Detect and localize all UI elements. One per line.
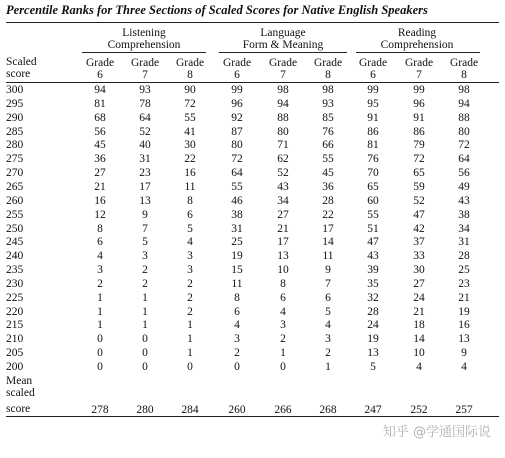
percentile-cell: 2 xyxy=(187,305,193,318)
percentile-cell: 94 xyxy=(458,97,470,110)
percentile-cell: 76 xyxy=(367,153,379,166)
percentile-cell: 86 xyxy=(367,125,379,138)
grade-header xyxy=(80,57,120,81)
percentile-cell: 24 xyxy=(367,319,379,332)
mean-label-line2: scaled xyxy=(6,387,35,399)
percentile-cell: 65 xyxy=(413,167,425,180)
percentile-cell: 31 xyxy=(139,153,151,166)
header-bottom-rule xyxy=(6,82,499,83)
scaled-score-cell: 215 xyxy=(6,319,24,332)
percentile-cell: 21 xyxy=(413,305,425,318)
percentile-cell: 33 xyxy=(413,250,425,263)
percentile-cell: 0 xyxy=(142,333,148,346)
percentile-cell: 43 xyxy=(458,194,470,207)
percentile-cell: 31 xyxy=(231,222,243,235)
scaled-score-cell: 200 xyxy=(6,361,24,373)
percentile-cell: 7 xyxy=(142,222,148,235)
percentile-cell: 49 xyxy=(458,180,470,193)
percentile-cell: 4 xyxy=(416,361,422,373)
mean-value-cell: 278 xyxy=(91,404,109,416)
percentile-cell: 39 xyxy=(367,264,379,277)
section-header-line2: Form & Meaning xyxy=(242,39,324,51)
percentile-cell: 1 xyxy=(187,347,193,360)
percentile-cell: 91 xyxy=(367,111,379,124)
section-header-language xyxy=(213,27,353,51)
percentile-cell: 7 xyxy=(325,277,331,290)
row-header-line2: score xyxy=(6,68,31,80)
percentile-cell: 9 xyxy=(325,264,331,277)
percentile-cell: 38 xyxy=(231,208,243,221)
percentile-cell: 6 xyxy=(234,305,240,318)
grade-header xyxy=(308,57,348,81)
percentile-cell: 11 xyxy=(184,180,196,193)
grade-number: 7 xyxy=(142,69,148,81)
percentile-cell: 27 xyxy=(413,277,425,290)
percentile-cell: 3 xyxy=(325,333,331,346)
percentile-cell: 28 xyxy=(458,250,470,263)
percentile-cell: 4 xyxy=(234,319,240,332)
percentile-cell: 4 xyxy=(280,305,286,318)
section-header-line2: Comprehension xyxy=(380,39,454,51)
percentile-cell: 72 xyxy=(231,153,243,166)
scaled-score-cell: 235 xyxy=(6,264,24,277)
percentile-cell: 40 xyxy=(139,139,151,152)
percentile-cell: 81 xyxy=(367,139,379,152)
percentile-cell: 30 xyxy=(184,139,196,152)
percentile-cell: 11 xyxy=(322,250,334,263)
percentile-cell: 16 xyxy=(458,319,470,332)
percentile-cell: 17 xyxy=(277,236,289,249)
percentile-cell: 10 xyxy=(277,264,289,277)
percentile-cell: 59 xyxy=(413,180,425,193)
section-underline xyxy=(356,52,480,53)
percentile-cell: 81 xyxy=(94,97,106,110)
percentile-cell: 52 xyxy=(139,125,151,138)
percentile-cell: 52 xyxy=(413,194,425,207)
percentile-cell: 94 xyxy=(277,97,289,110)
percentile-cell: 72 xyxy=(184,97,196,110)
grade-header xyxy=(217,57,257,81)
percentile-cell: 96 xyxy=(413,97,425,110)
percentile-cell: 6 xyxy=(97,236,103,249)
scaled-score-cell: 220 xyxy=(6,305,24,318)
percentile-cell: 4 xyxy=(325,319,331,332)
scaled-score-cell: 230 xyxy=(6,277,24,290)
percentile-cell: 88 xyxy=(277,111,289,124)
percentile-cell: 1 xyxy=(142,319,148,332)
percentile-cell: 86 xyxy=(413,125,425,138)
percentile-cell: 8 xyxy=(187,194,193,207)
percentile-cell: 27 xyxy=(277,208,289,221)
grade-number: 7 xyxy=(280,69,286,81)
percentile-cell: 1 xyxy=(187,319,193,332)
scaled-score-cell: 225 xyxy=(6,291,24,304)
percentile-cell: 99 xyxy=(413,84,425,96)
percentile-cell: 1 xyxy=(142,305,148,318)
percentile-cell: 23 xyxy=(139,167,151,180)
percentile-cell: 0 xyxy=(142,361,148,373)
percentile-cell: 79 xyxy=(413,139,425,152)
percentile-cell: 80 xyxy=(231,139,243,152)
percentile-cell: 8 xyxy=(234,291,240,304)
percentile-cell: 6 xyxy=(280,291,286,304)
percentile-cell: 98 xyxy=(458,84,470,96)
percentile-cell: 4 xyxy=(187,236,193,249)
percentile-cell: 27 xyxy=(94,167,106,180)
percentile-cell: 92 xyxy=(231,111,243,124)
percentile-cell: 0 xyxy=(97,361,103,373)
percentile-cell: 0 xyxy=(280,361,286,373)
grade-number: 8 xyxy=(461,69,467,81)
scaled-score-cell: 295 xyxy=(6,97,24,110)
percentile-cell: 22 xyxy=(322,208,334,221)
grade-header xyxy=(353,57,393,81)
mean-value-cell: 252 xyxy=(410,404,428,416)
percentile-cell: 43 xyxy=(277,180,289,193)
percentile-cell: 95 xyxy=(367,97,379,110)
percentile-cell: 0 xyxy=(97,333,103,346)
percentile-cell: 3 xyxy=(142,250,148,263)
percentile-cell: 8 xyxy=(97,222,103,235)
percentile-cell: 2 xyxy=(234,347,240,360)
mean-value-cell: 268 xyxy=(319,404,337,416)
grade-header xyxy=(170,57,210,81)
section-underline xyxy=(82,52,206,53)
percentile-cell: 2 xyxy=(280,333,286,346)
top-rule xyxy=(6,22,499,23)
percentile-cell: 55 xyxy=(322,153,334,166)
percentile-cell: 36 xyxy=(322,180,334,193)
grade-word: Grade xyxy=(268,57,298,69)
grade-word: Grade xyxy=(404,57,434,69)
percentile-cell: 2 xyxy=(142,277,148,290)
scaled-score-cell: 275 xyxy=(6,153,24,166)
bottom-rule xyxy=(6,416,499,417)
section-underline xyxy=(219,52,347,53)
scaled-score-cell: 210 xyxy=(6,333,24,346)
percentile-cell: 2 xyxy=(142,264,148,277)
grade-number: 7 xyxy=(416,69,422,81)
percentile-cell: 34 xyxy=(277,194,289,207)
percentile-cell: 2 xyxy=(187,291,193,304)
percentile-cell: 56 xyxy=(458,167,470,180)
scaled-score-cell: 205 xyxy=(6,347,24,360)
percentile-cell: 55 xyxy=(367,208,379,221)
grade-word: Grade xyxy=(130,57,160,69)
percentile-cell: 3 xyxy=(187,250,193,263)
percentile-cell: 42 xyxy=(413,222,425,235)
section-header-line1: Language xyxy=(260,27,306,39)
percentile-cell: 13 xyxy=(277,250,289,263)
percentile-cell: 93 xyxy=(139,84,151,96)
grade-number: 6 xyxy=(370,69,376,81)
watermark: 知乎 @学通国际说 xyxy=(382,425,491,440)
grade-number: 8 xyxy=(187,69,193,81)
percentile-cell: 14 xyxy=(413,333,425,346)
mean-value-cell: 280 xyxy=(136,404,154,416)
percentile-cell: 76 xyxy=(322,125,334,138)
percentile-cell: 4 xyxy=(461,361,467,373)
mean-value-cell: 247 xyxy=(364,404,382,416)
percentile-cell: 9 xyxy=(142,208,148,221)
row-header-line1: Scaled xyxy=(6,56,37,68)
percentile-cell: 28 xyxy=(367,305,379,318)
scaled-score-cell: 290 xyxy=(6,111,24,124)
percentile-cell: 3 xyxy=(234,333,240,346)
percentile-cell: 98 xyxy=(322,84,334,96)
percentile-cell: 47 xyxy=(367,236,379,249)
percentile-cell: 1 xyxy=(187,333,193,346)
scaled-score-cell: 255 xyxy=(6,208,24,221)
percentile-cell: 25 xyxy=(231,236,243,249)
percentile-cell: 31 xyxy=(458,236,470,249)
percentile-cell: 45 xyxy=(94,139,106,152)
percentile-cell: 99 xyxy=(231,84,243,96)
section-header-reading xyxy=(347,27,487,51)
percentile-cell: 0 xyxy=(187,361,193,373)
percentile-cell: 87 xyxy=(231,125,243,138)
percentile-cell: 18 xyxy=(413,319,425,332)
table-title: Percentile Ranks for Three Sections of Scaled Scores for Native English Speakers xyxy=(6,3,428,17)
percentile-cell: 5 xyxy=(142,236,148,249)
percentile-cell: 3 xyxy=(280,319,286,332)
percentile-cell: 6 xyxy=(187,208,193,221)
percentile-cell: 13 xyxy=(458,333,470,346)
grade-word: Grade xyxy=(313,57,343,69)
percentile-cell: 2 xyxy=(187,277,193,290)
percentile-cell: 68 xyxy=(94,111,106,124)
mean-value-cell: 257 xyxy=(455,404,473,416)
scaled-score-cell: 260 xyxy=(6,194,24,207)
mean-value-cell: 266 xyxy=(274,404,292,416)
scaled-score-cell: 240 xyxy=(6,250,24,263)
section-header-line1: Reading xyxy=(397,27,437,39)
grade-word: Grade xyxy=(449,57,479,69)
grade-header xyxy=(263,57,303,81)
scaled-score-cell: 280 xyxy=(6,139,24,152)
percentile-cell: 21 xyxy=(277,222,289,235)
percentile-cell: 0 xyxy=(142,347,148,360)
percentile-cell: 25 xyxy=(458,264,470,277)
percentile-cell: 90 xyxy=(184,84,196,96)
percentile-cell: 13 xyxy=(139,194,151,207)
percentile-cell: 91 xyxy=(413,111,425,124)
percentile-cell: 28 xyxy=(322,194,334,207)
percentile-cell: 72 xyxy=(413,153,425,166)
grade-word: Grade xyxy=(222,57,252,69)
percentile-cell: 16 xyxy=(184,167,196,180)
percentile-cell: 60 xyxy=(367,194,379,207)
grade-header xyxy=(399,57,439,81)
percentile-cell: 8 xyxy=(280,277,286,290)
percentile-cell: 14 xyxy=(322,236,334,249)
grade-word: Grade xyxy=(358,57,388,69)
percentile-cell: 19 xyxy=(458,305,470,318)
percentile-cell: 46 xyxy=(231,194,243,207)
percentile-cell: 37 xyxy=(413,236,425,249)
percentile-cell: 88 xyxy=(458,111,470,124)
percentile-cell: 1 xyxy=(97,291,103,304)
percentile-cell: 1 xyxy=(97,305,103,318)
percentile-cell: 41 xyxy=(184,125,196,138)
percentile-cell: 2 xyxy=(325,347,331,360)
percentile-cell: 10 xyxy=(413,347,425,360)
percentile-cell: 3 xyxy=(97,264,103,277)
percentile-cell: 45 xyxy=(322,167,334,180)
grade-number: 6 xyxy=(234,69,240,81)
percentile-cell: 72 xyxy=(458,139,470,152)
mean-label xyxy=(6,375,35,415)
mean-value-cell: 260 xyxy=(228,404,246,416)
percentile-cell: 1 xyxy=(280,347,286,360)
percentile-cell: 2 xyxy=(97,277,103,290)
grade-header xyxy=(444,57,484,81)
percentile-cell: 11 xyxy=(231,277,243,290)
percentile-cell: 12 xyxy=(94,208,106,221)
section-header-line1: Listening xyxy=(122,27,166,39)
percentile-cell: 19 xyxy=(367,333,379,346)
percentile-cell: 38 xyxy=(458,208,470,221)
percentile-cell: 64 xyxy=(231,167,243,180)
percentile-cell: 6 xyxy=(325,291,331,304)
percentile-cell: 94 xyxy=(94,84,106,96)
percentile-cell: 56 xyxy=(94,125,106,138)
percentile-cell: 66 xyxy=(322,139,334,152)
scaled-score-cell: 245 xyxy=(6,236,24,249)
percentile-cell: 0 xyxy=(97,347,103,360)
percentile-cell: 19 xyxy=(231,250,243,263)
scaled-score-cell: 300 xyxy=(6,84,24,96)
row-header xyxy=(6,56,37,80)
percentile-cell: 9 xyxy=(461,347,467,360)
percentile-cell: 65 xyxy=(367,180,379,193)
percentile-cell: 17 xyxy=(322,222,334,235)
percentile-cell: 16 xyxy=(94,194,106,207)
percentile-cell: 71 xyxy=(277,139,289,152)
scaled-score-cell: 285 xyxy=(6,125,24,138)
percentile-cell: 85 xyxy=(322,111,334,124)
percentile-cell: 3 xyxy=(187,264,193,277)
percentile-cell: 1 xyxy=(97,319,103,332)
percentile-cell: 4 xyxy=(97,250,103,263)
grade-number: 6 xyxy=(97,69,103,81)
percentile-cell: 98 xyxy=(277,84,289,96)
percentile-cell: 52 xyxy=(277,167,289,180)
percentile-cell: 99 xyxy=(367,84,379,96)
percentile-cell: 15 xyxy=(231,264,243,277)
percentile-cell: 43 xyxy=(367,250,379,263)
percentile-cell: 1 xyxy=(142,291,148,304)
percentile-cell: 64 xyxy=(139,111,151,124)
percentile-cell: 5 xyxy=(187,222,193,235)
percentile-cell: 5 xyxy=(370,361,376,373)
percentile-cell: 93 xyxy=(322,97,334,110)
percentile-cell: 80 xyxy=(458,125,470,138)
percentile-cell: 36 xyxy=(94,153,106,166)
percentile-cell: 62 xyxy=(277,153,289,166)
percentile-cell: 47 xyxy=(413,208,425,221)
grade-word: Grade xyxy=(175,57,205,69)
percentile-cell: 30 xyxy=(413,264,425,277)
percentile-cell: 1 xyxy=(325,361,331,373)
section-header-listening xyxy=(74,27,214,51)
percentile-cell: 17 xyxy=(139,180,151,193)
scaled-score-cell: 270 xyxy=(6,167,24,180)
percentile-cell: 32 xyxy=(367,291,379,304)
scaled-score-cell: 265 xyxy=(6,180,24,193)
grade-word: Grade xyxy=(85,57,115,69)
mean-label-line1: Mean xyxy=(6,375,33,387)
percentile-cell: 64 xyxy=(458,153,470,166)
percentile-cell: 96 xyxy=(231,97,243,110)
mean-label-line3: score xyxy=(6,403,31,415)
percentile-cell: 55 xyxy=(231,180,243,193)
percentile-cell: 34 xyxy=(458,222,470,235)
grade-header xyxy=(125,57,165,81)
percentile-cell: 78 xyxy=(139,97,151,110)
percentile-cell: 5 xyxy=(325,305,331,318)
section-header-line2: Comprehension xyxy=(107,39,181,51)
percentile-cell: 70 xyxy=(367,167,379,180)
percentile-cell: 22 xyxy=(184,153,196,166)
percentile-cell: 55 xyxy=(184,111,196,124)
percentile-cell: 24 xyxy=(413,291,425,304)
percentile-cell: 0 xyxy=(234,361,240,373)
percentile-cell: 51 xyxy=(367,222,379,235)
mean-value-cell: 284 xyxy=(181,404,199,416)
scaled-score-cell: 250 xyxy=(6,222,24,235)
percentile-cell: 13 xyxy=(367,347,379,360)
percentile-cell: 21 xyxy=(94,180,106,193)
percentile-cell: 35 xyxy=(367,277,379,290)
grade-number: 8 xyxy=(325,69,331,81)
percentile-cell: 80 xyxy=(277,125,289,138)
percentile-cell: 23 xyxy=(458,277,470,290)
percentile-cell: 21 xyxy=(458,291,470,304)
